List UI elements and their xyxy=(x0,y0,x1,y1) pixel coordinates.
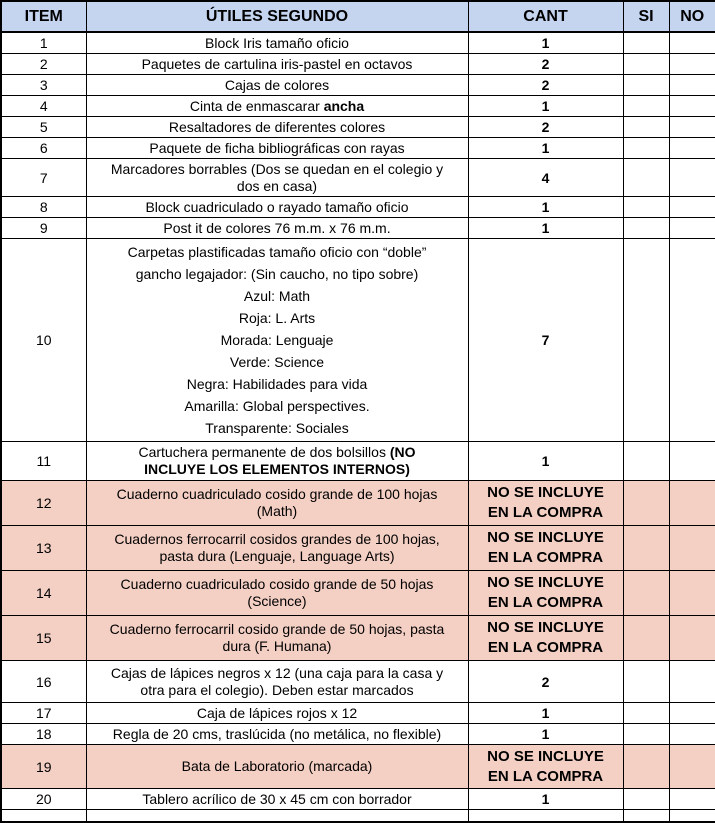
item-number: 10 xyxy=(1,239,86,442)
item-number: 1 xyxy=(1,32,86,54)
no-checkbox-cell xyxy=(669,703,715,724)
table-row xyxy=(1,703,715,724)
no-checkbox-cell xyxy=(669,197,715,218)
item-description: Caja de lápices rojos x 12 xyxy=(86,703,468,724)
no-checkbox-cell xyxy=(669,138,715,159)
table-row xyxy=(1,75,715,96)
table-row xyxy=(1,138,715,159)
item-description: Cartuchera permanente de dos bolsillos (NO INCLUYE LOS ELEMENTOS INTERNOS) xyxy=(86,442,468,481)
si-checkbox-cell xyxy=(623,616,669,661)
empty-cell xyxy=(623,810,669,822)
item-description: Post it de colores 76 m.m. x 76 m.m. xyxy=(86,218,468,239)
item-number: 20 xyxy=(1,789,86,810)
no-checkbox-cell xyxy=(669,789,715,810)
partial-row xyxy=(1,810,715,822)
item-description: Bata de Laboratorio (marcada) xyxy=(86,745,468,789)
quantity-cell: 1 xyxy=(468,96,623,117)
si-checkbox-cell xyxy=(623,159,669,197)
no-checkbox-cell xyxy=(669,661,715,703)
si-checkbox-cell xyxy=(623,117,669,138)
item-description: Block cuadriculado o rayado tamaño oficio xyxy=(86,197,468,218)
table-body xyxy=(1,32,715,822)
table-row xyxy=(1,159,715,197)
quantity-cell: 1 xyxy=(468,724,623,745)
table-row xyxy=(1,442,715,481)
item-number: 9 xyxy=(1,218,86,239)
item-description: Tablero acrílico de 30 x 45 cm con borrador xyxy=(86,789,468,810)
item-number: 17 xyxy=(1,703,86,724)
quantity-cell: NO SE INCLUYE EN LA COMPRA xyxy=(468,616,623,661)
item-number: 16 xyxy=(1,661,86,703)
no-checkbox-cell xyxy=(669,571,715,616)
quantity-cell: NO SE INCLUYE EN LA COMPRA xyxy=(468,526,623,571)
table-row xyxy=(1,571,715,616)
no-checkbox-cell xyxy=(669,117,715,138)
item-description: Marcadores borrables (Dos se quedan en el colegio y dos en casa) xyxy=(86,159,468,197)
item-description: Cinta de enmascarar ancha xyxy=(86,96,468,117)
item-number: 2 xyxy=(1,54,86,75)
si-checkbox-cell xyxy=(623,703,669,724)
item-number: 6 xyxy=(1,138,86,159)
quantity-cell: 2 xyxy=(468,54,623,75)
quantity-cell: 1 xyxy=(468,197,623,218)
si-checkbox-cell xyxy=(623,239,669,442)
quantity-cell: 2 xyxy=(468,75,623,96)
table-row xyxy=(1,789,715,810)
quantity-cell: 1 xyxy=(468,442,623,481)
table-row xyxy=(1,218,715,239)
si-checkbox-cell xyxy=(623,481,669,526)
item-number: 5 xyxy=(1,117,86,138)
table-row xyxy=(1,239,715,442)
table-row xyxy=(1,481,715,526)
item-number: 13 xyxy=(1,526,86,571)
no-checkbox-cell xyxy=(669,32,715,54)
table-row xyxy=(1,661,715,703)
item-description: Cuaderno cuadriculado cosido grande de 50 hojas (Science) xyxy=(86,571,468,616)
quantity-cell: 1 xyxy=(468,138,623,159)
item-description: Cuaderno cuadriculado cosido grande de 100 hojas (Math) xyxy=(86,481,468,526)
quantity-cell: NO SE INCLUYE EN LA COMPRA xyxy=(468,571,623,616)
no-checkbox-cell xyxy=(669,442,715,481)
empty-cell xyxy=(669,810,715,822)
item-number: 7 xyxy=(1,159,86,197)
empty-cell xyxy=(468,810,623,822)
si-checkbox-cell xyxy=(623,571,669,616)
header-no: NO xyxy=(669,1,715,32)
item-number: 14 xyxy=(1,571,86,616)
header-cant: CANT xyxy=(468,1,623,32)
item-number: 15 xyxy=(1,616,86,661)
table-row xyxy=(1,96,715,117)
si-checkbox-cell xyxy=(623,661,669,703)
si-checkbox-cell xyxy=(623,75,669,96)
item-description: Resaltadores de diferentes colores xyxy=(86,117,468,138)
item-description: Paquete de ficha bibliográficas con rayas xyxy=(86,138,468,159)
quantity-cell: 4 xyxy=(468,159,623,197)
table-header xyxy=(1,1,715,32)
table-row xyxy=(1,117,715,138)
no-checkbox-cell xyxy=(669,218,715,239)
item-description: Carpetas plastificadas tamaño oficio con “doble” gancho legajador: (Sin caucho, no tipo sobre) Azul: Math Roja: L. Arts Morada: Lenguaje Verde: Science Negra: Habilidades para vida Amarilla: Global perspectives. Transparente: Sociales xyxy=(86,239,468,442)
empty-cell xyxy=(1,810,86,822)
table-row xyxy=(1,32,715,54)
item-description: Paquetes de cartulina iris-pastel en octavos xyxy=(86,54,468,75)
no-checkbox-cell xyxy=(669,724,715,745)
item-number: 4 xyxy=(1,96,86,117)
item-description: Regla de 20 cms, traslúcida (no metálica, no flexible) xyxy=(86,724,468,745)
item-number: 19 xyxy=(1,745,86,789)
no-checkbox-cell xyxy=(669,54,715,75)
si-checkbox-cell xyxy=(623,32,669,54)
table-row xyxy=(1,616,715,661)
header-si: SI xyxy=(623,1,669,32)
item-number: 18 xyxy=(1,724,86,745)
item-number: 3 xyxy=(1,75,86,96)
quantity-cell: NO SE INCLUYE EN LA COMPRA xyxy=(468,481,623,526)
quantity-cell: 1 xyxy=(468,789,623,810)
si-checkbox-cell xyxy=(623,197,669,218)
header-row xyxy=(1,1,715,32)
item-number: 11 xyxy=(1,442,86,481)
quantity-cell: 7 xyxy=(468,239,623,442)
item-description: Cajas de colores xyxy=(86,75,468,96)
no-checkbox-cell xyxy=(669,526,715,571)
empty-cell xyxy=(86,810,468,822)
si-checkbox-cell xyxy=(623,138,669,159)
quantity-cell: NO SE INCLUYE EN LA COMPRA xyxy=(468,745,623,789)
si-checkbox-cell xyxy=(623,526,669,571)
si-checkbox-cell xyxy=(623,724,669,745)
item-number: 12 xyxy=(1,481,86,526)
item-description: Block Iris tamaño oficio xyxy=(86,32,468,54)
table-row xyxy=(1,526,715,571)
no-checkbox-cell xyxy=(669,239,715,442)
no-checkbox-cell xyxy=(669,616,715,661)
quantity-cell: 2 xyxy=(468,117,623,138)
no-checkbox-cell xyxy=(669,159,715,197)
si-checkbox-cell xyxy=(623,96,669,117)
item-description: Cuadernos ferrocarril cosidos grandes de 100 hojas, pasta dura (Lenguaje, Language Arts) xyxy=(86,526,468,571)
header-item: ITEM xyxy=(1,1,86,32)
si-checkbox-cell xyxy=(623,54,669,75)
si-checkbox-cell xyxy=(623,218,669,239)
table-row xyxy=(1,54,715,75)
no-checkbox-cell xyxy=(669,481,715,526)
header-title: ÚTILES SEGUNDO xyxy=(86,1,468,32)
quantity-cell: 1 xyxy=(468,32,623,54)
no-checkbox-cell xyxy=(669,75,715,96)
table-row xyxy=(1,724,715,745)
table-row xyxy=(1,197,715,218)
item-description: Cuaderno ferrocarril cosido grande de 50 hojas, pasta dura (F. Humana) xyxy=(86,616,468,661)
no-checkbox-cell xyxy=(669,96,715,117)
quantity-cell: 1 xyxy=(468,703,623,724)
item-description: Cajas de lápices negros x 12 (una caja para la casa y otra para el colegio). Deben estar marcados xyxy=(86,661,468,703)
item-number: 8 xyxy=(1,197,86,218)
si-checkbox-cell xyxy=(623,442,669,481)
quantity-cell: 2 xyxy=(468,661,623,703)
si-checkbox-cell xyxy=(623,789,669,810)
quantity-cell: 1 xyxy=(468,218,623,239)
